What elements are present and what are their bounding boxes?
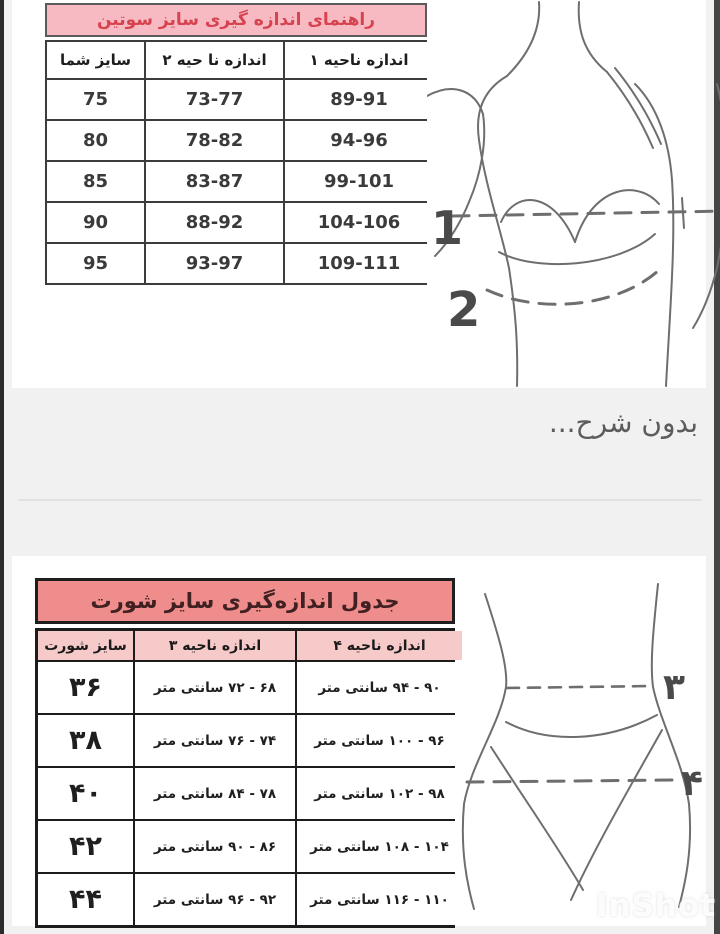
table-cell: ۳۶ xyxy=(38,662,133,713)
table-cell: ۹۰ - ۹۴ سانتی متر xyxy=(297,662,462,713)
table-cell: 99-101 xyxy=(285,162,433,201)
bra-size-table xyxy=(45,40,427,285)
left-edge-bar xyxy=(0,0,4,934)
table-cell: ۷۴ - ۷۶ سانتی متر xyxy=(135,715,295,766)
short-size-table xyxy=(35,628,455,928)
table-cell: ۴۰ xyxy=(38,768,133,819)
short-line4-label: ۴ xyxy=(681,763,703,804)
short-table-title: جدول اندازه‌گیری سایز شورت xyxy=(35,578,455,624)
inshot-watermark: InShot xyxy=(596,888,717,924)
short-col-area4: اندازه ناحیه ۴ xyxy=(297,631,462,660)
table-cell: 73-77 xyxy=(146,80,283,119)
table-cell: ۱۱۰ - ۱۱۶ سانتی متر xyxy=(297,874,462,925)
table-cell: ۸۶ - ۹۰ سانتی متر xyxy=(135,821,295,872)
bra-col-your-size: سایز شما xyxy=(47,42,144,78)
bra-measurement-sketch xyxy=(427,0,720,388)
table-cell: 80 xyxy=(47,121,144,160)
table-cell: 90 xyxy=(47,203,144,242)
short-measurement-sketch xyxy=(455,572,720,932)
table-cell: 93-97 xyxy=(146,244,283,283)
bra-size-card xyxy=(12,0,706,388)
table-cell: ۶۸ - ۷۲ سانتی متر xyxy=(135,662,295,713)
table-cell: 75 xyxy=(47,80,144,119)
table-cell: 89-91 xyxy=(285,80,433,119)
caption-text: بدون شرح... xyxy=(548,406,698,439)
table-cell: ۹۲ - ۹۶ سانتی متر xyxy=(135,874,295,925)
bra-table-title: راهنمای اندازه گیری سایز سوتین xyxy=(45,3,427,37)
table-cell: 85 xyxy=(47,162,144,201)
short-col-size: سایز شورت xyxy=(38,631,133,660)
table-cell: 94-96 xyxy=(285,121,433,160)
table-cell: ۱۰۴ - ۱۰۸ سانتی متر xyxy=(297,821,462,872)
table-cell: ۴۴ xyxy=(38,874,133,925)
table-cell: ۷۸ - ۸۴ سانتی متر xyxy=(135,768,295,819)
bra-col-area1: اندازه ناحیه ۱ xyxy=(285,42,433,78)
table-cell: 109-111 xyxy=(285,244,433,283)
section-divider xyxy=(18,499,702,501)
table-cell: ۹۸ - ۱۰۲ سانتی متر xyxy=(297,768,462,819)
table-cell: 78-82 xyxy=(146,121,283,160)
bra-line2-label: 2 xyxy=(447,282,481,338)
short-line3-label: ۳ xyxy=(663,667,685,708)
bra-line1-label: 1 xyxy=(431,201,464,255)
table-cell: 95 xyxy=(47,244,144,283)
table-cell: ۴۲ xyxy=(38,821,133,872)
table-cell: 83-87 xyxy=(146,162,283,201)
table-cell: ۳۸ xyxy=(38,715,133,766)
table-cell: 104-106 xyxy=(285,203,433,242)
table-cell: 88-92 xyxy=(146,203,283,242)
table-cell: ۹۶ - ۱۰۰ سانتی متر xyxy=(297,715,462,766)
short-col-area3: اندازه ناحیه ۳ xyxy=(135,631,295,660)
bra-col-area2: اندازه نا حیه ۲ xyxy=(146,42,283,78)
